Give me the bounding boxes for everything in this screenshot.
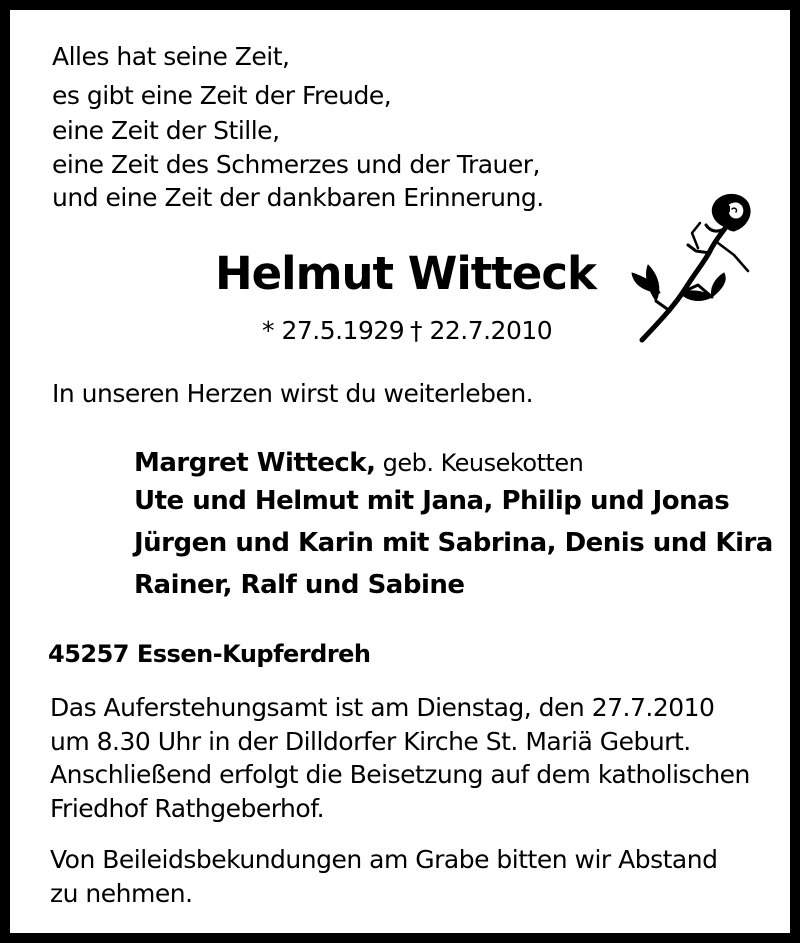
mourner-line xyxy=(134,450,583,476)
note-line: Von Beileidsbekundungen am Grabe bitten wir Abstand xyxy=(50,845,718,874)
poem-line: es gibt eine Zeit der Freude, xyxy=(52,81,392,110)
mourner-line: Jürgen und Karin mit Sabrina, Denis und Kira xyxy=(134,528,773,558)
poem-line: eine Zeit des Schmerzes und der Trauer, xyxy=(52,150,540,179)
poem-line: eine Zeit der Stille, xyxy=(52,116,280,145)
mourner-first-name: Margret Witteck, xyxy=(134,448,376,478)
poem-line: Alles hat seine Zeit, xyxy=(52,42,290,71)
funeral-line: um 8.30 Uhr in der Dilldorfer Kirche St. Mariä Geburt. xyxy=(50,727,691,756)
poem-line: und eine Zeit der dankbaren Erinnerung. xyxy=(52,183,544,212)
deceased-name: Helmut Witteck xyxy=(215,247,596,300)
mourner-line: Rainer, Ralf und Sabine xyxy=(134,570,465,600)
rose-icon xyxy=(630,193,755,345)
birth-date: * 27.5.1929 xyxy=(262,316,405,345)
funeral-line: Das Auferstehungsamt ist am Dienstag, den 27.7.2010 xyxy=(50,693,715,722)
motto: In unseren Herzen wirst du weiterleben. xyxy=(52,379,534,408)
funeral-line: Anschließend erfolgt die Beisetzung auf dem katholischen xyxy=(50,760,750,789)
death-date: † 22.7.2010 xyxy=(410,316,553,345)
funeral-line: Friedhof Rathgeberhof. xyxy=(50,794,325,823)
mourner-maiden-name: geb. Keusekotten xyxy=(375,449,584,477)
address: 45257 Essen-Kupferdreh xyxy=(48,640,371,668)
note-line: zu nehmen. xyxy=(50,879,193,908)
mourner-line: Ute und Helmut mit Jana, Philip und Jonas xyxy=(134,486,730,516)
